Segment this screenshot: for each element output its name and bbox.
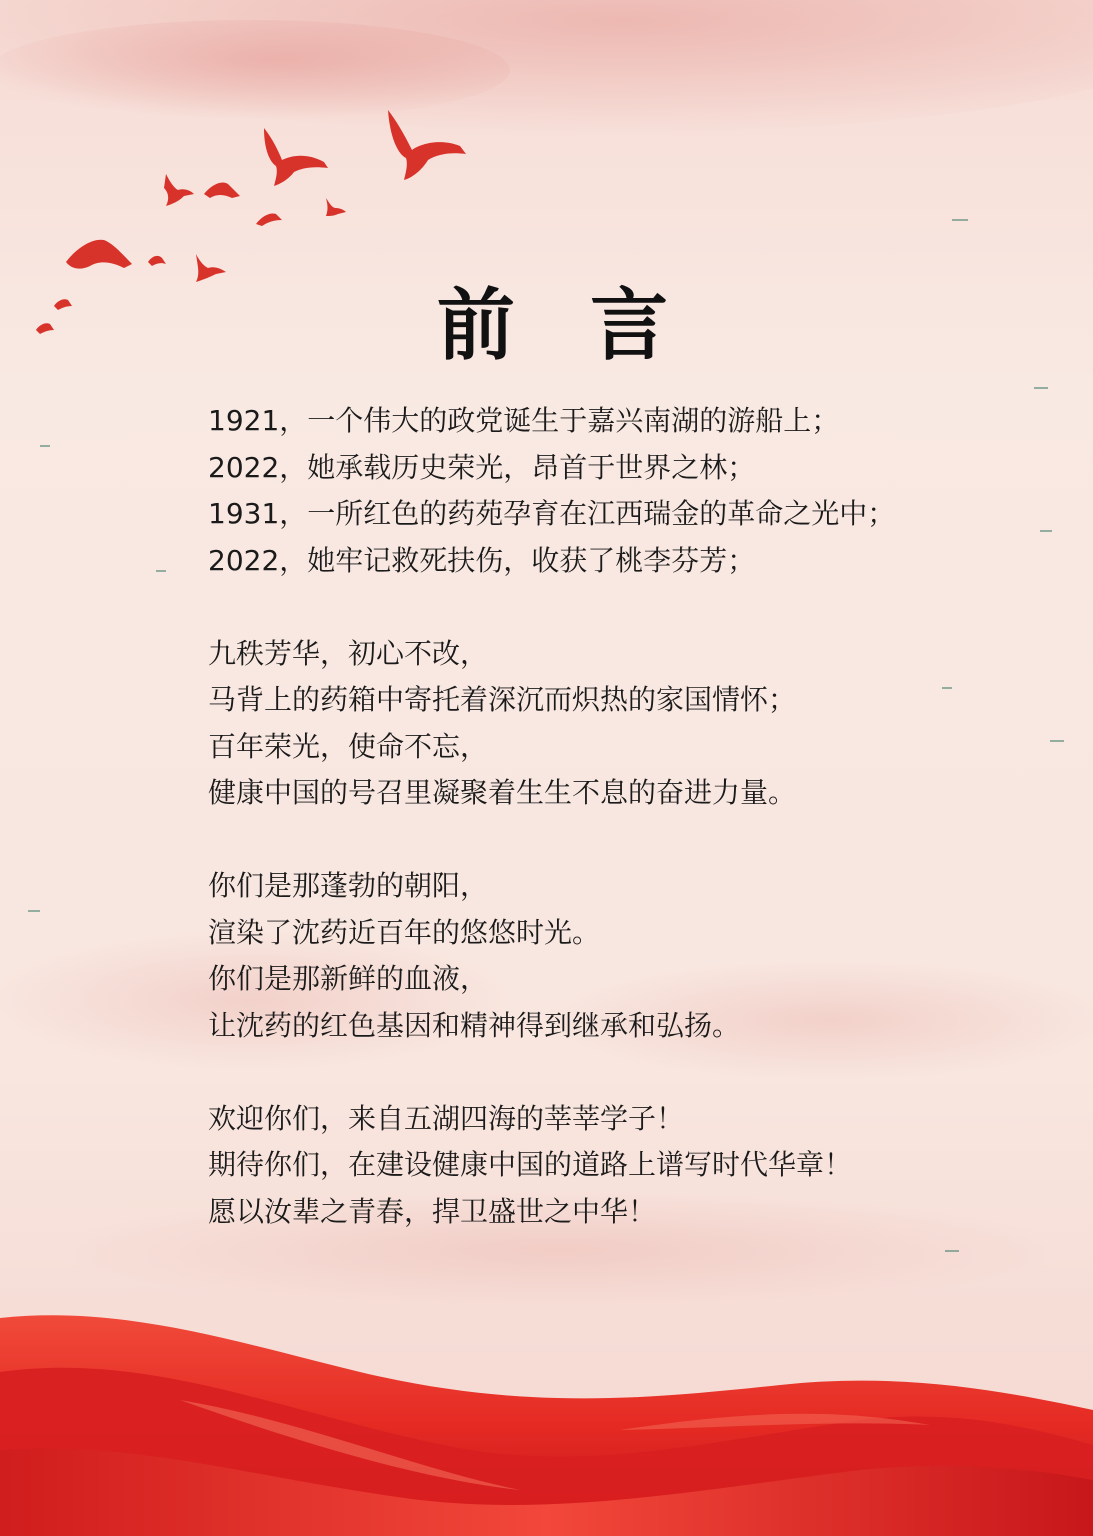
poem-body — [208, 398, 968, 1282]
poem-line: 你们是那蓬勃的朝阳， — [208, 869, 489, 902]
poem-line: 2022，她牢记救死扶伤，收获了桃李芬芳； — [208, 543, 756, 577]
poem-line: 期待你们，在建设健康中国的道路上谱写时代华章！ — [208, 1148, 853, 1181]
poem-line: 渲染了沈药近百年的悠悠时光。 — [208, 915, 601, 949]
poem-line: 你们是那新鲜的血液， — [208, 962, 489, 995]
poem-line: 2022，她承载历史荣光，昂首于世界之林； — [208, 450, 756, 484]
stanza-1 — [208, 398, 968, 584]
stanza-2 — [208, 631, 968, 817]
poem-line: 愿以汝辈之青春，捍卫盛世之中华！ — [208, 1194, 657, 1228]
poem-line: 健康中国的号召里凝聚着生生不息的奋进力量。 — [208, 776, 797, 809]
page-title: 前 言 — [436, 281, 693, 372]
poem-line: 欢迎你们，来自五湖四海的莘莘学子！ — [208, 1101, 685, 1135]
poem-line: 1921，一个伟大的政党诞生于嘉兴南湖的游船上； — [208, 404, 840, 437]
poem-line: 让沈药的红色基因和精神得到继承和弘扬。 — [208, 1008, 741, 1042]
dove-large-icon — [388, 110, 466, 180]
poem-line: 马背上的药箱中寄托着深沉而炽热的家国情怀； — [208, 683, 797, 716]
stanza-4 — [208, 1096, 968, 1236]
poem-line: 百年荣光，使命不忘， — [208, 729, 489, 763]
stanza-3 — [208, 863, 968, 1049]
poem-line: 1931，一所红色的药苑孕育在江西瑞金的革命之光中； — [208, 497, 896, 530]
poem-line: 九秩芳华，初心不改， — [208, 636, 489, 670]
